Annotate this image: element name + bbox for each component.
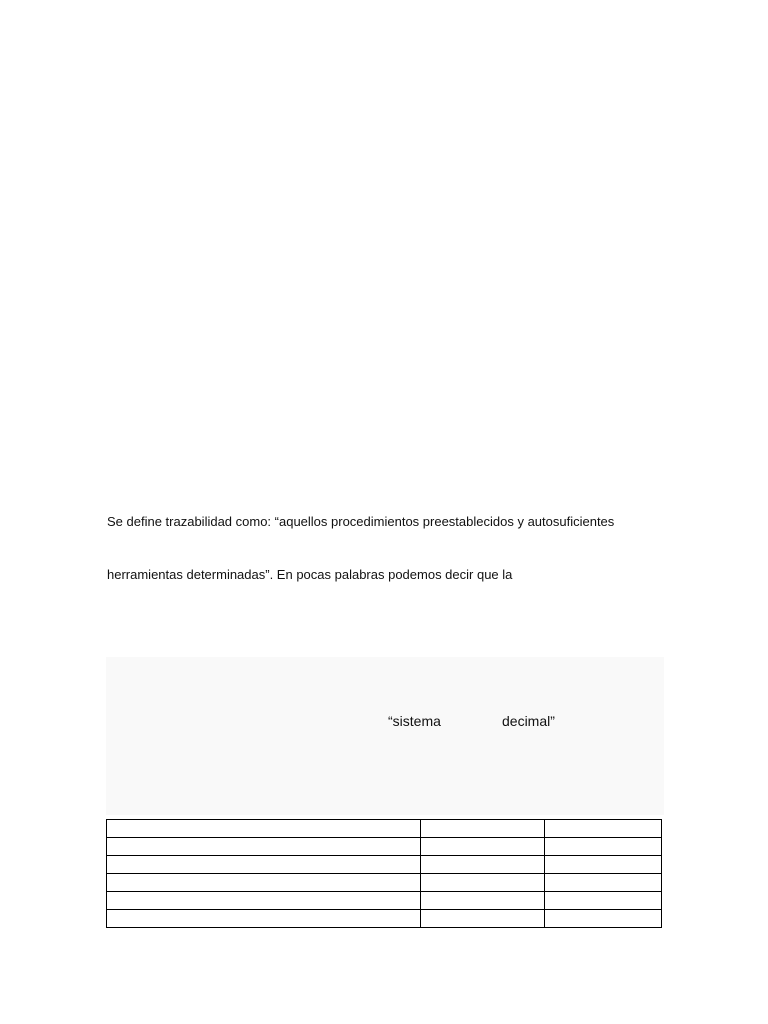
table-cell: [107, 910, 421, 928]
table-cell: [544, 820, 661, 838]
table-cell: [420, 874, 544, 892]
table-cell: [544, 856, 661, 874]
paragraph-line: herramientas determinadas”. En pocas palabras podemos decir que la: [107, 567, 513, 582]
empty-table: [106, 819, 662, 928]
block-word: decimal”: [502, 713, 555, 729]
table-cell: [107, 874, 421, 892]
table-cell: [107, 838, 421, 856]
table-cell: [107, 820, 421, 838]
table-row: [107, 856, 662, 874]
table-row: [107, 838, 662, 856]
table-cell: [420, 838, 544, 856]
table-cell: [107, 892, 421, 910]
table-cell: [544, 910, 661, 928]
table-cell: [420, 856, 544, 874]
table-cell: [544, 892, 661, 910]
table-row: [107, 874, 662, 892]
table-cell: [420, 820, 544, 838]
table-cell: [544, 874, 661, 892]
shaded-text-block: [106, 657, 664, 815]
table-row: [107, 892, 662, 910]
table-row: [107, 910, 662, 928]
block-word: “sistema: [388, 713, 441, 729]
table-cell: [544, 838, 661, 856]
table-cell: [107, 856, 421, 874]
table-row: [107, 820, 662, 838]
table-cell: [420, 892, 544, 910]
table-cell: [420, 910, 544, 928]
paragraph-line: Se define trazabilidad como: “aquellos procedimientos preestablecidos y autosuficientes: [107, 514, 615, 529]
